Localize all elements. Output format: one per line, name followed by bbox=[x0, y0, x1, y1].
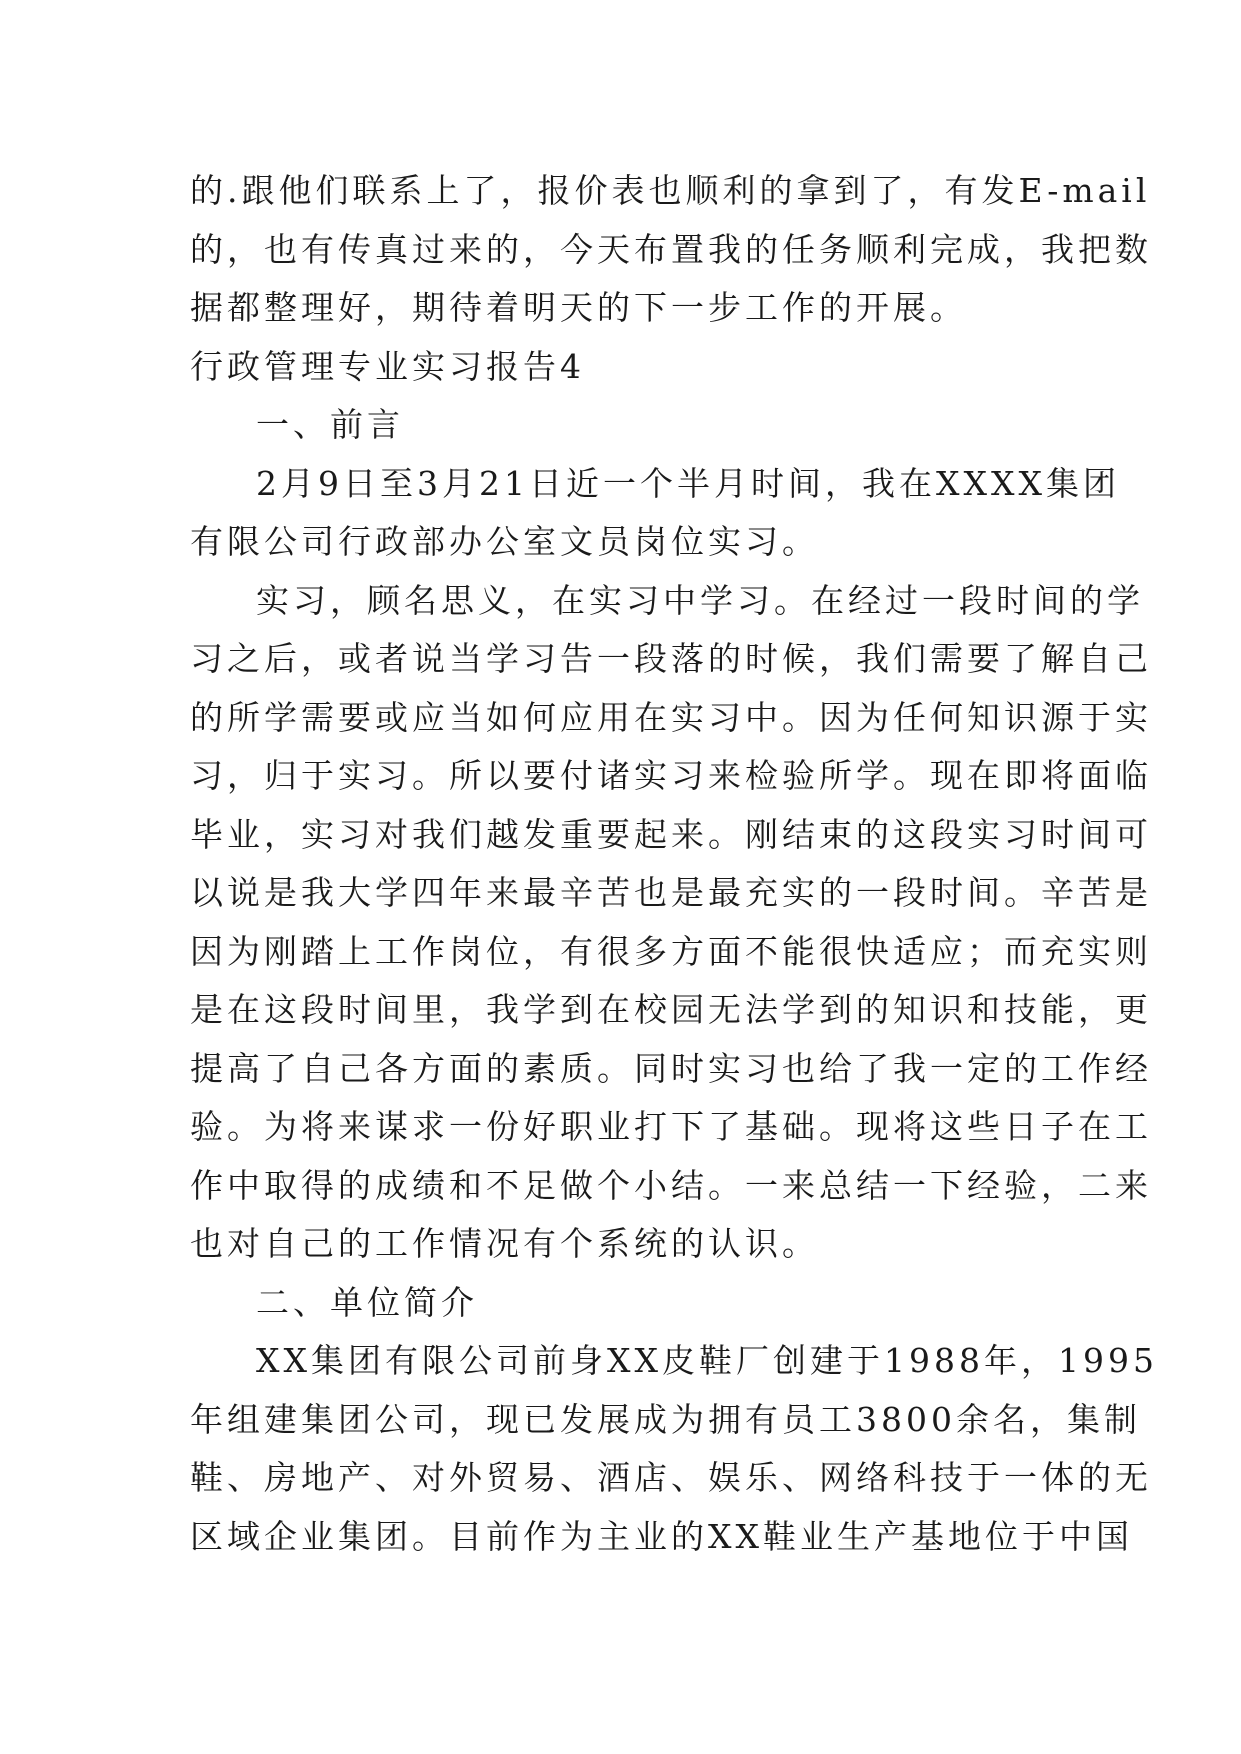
text-line: 鞋、房地产、对外贸易、酒店、娱乐、网络科技于一体的无 bbox=[190, 1458, 1152, 1497]
text-line: XX集团有限公司前身XX皮鞋厂创建于1988年，1995 bbox=[256, 1341, 1158, 1380]
text-line: 二、单位简介 bbox=[256, 1282, 478, 1322]
text-line: 实习，顾名思义，在实习中学习。在经过一段时间的学 bbox=[256, 580, 1144, 620]
text-line: 行政管理专业实习报告4 bbox=[190, 346, 585, 386]
text-line: 的所学需要或应当如何应用在实习中。因为任何知识源于实 bbox=[190, 697, 1152, 737]
text-line: 年组建集团公司，现已发展成为拥有员工3800余名，集制 bbox=[190, 1399, 1141, 1439]
text-line: 一、前言 bbox=[256, 405, 404, 444]
text-line: 据都整理好，期待着明天的下一步工作的开展。 bbox=[190, 288, 967, 327]
text-line: 毕业，实习对我们越发重要起来。刚结束的这段实习时间可 bbox=[190, 814, 1152, 854]
text-line: 以说是我大学四年来最辛苦也是最充实的一段时间。辛苦是 bbox=[190, 873, 1152, 912]
text-line: 2月9日至3月21日近一个半月时间，我在XXXX集团 bbox=[256, 463, 1120, 503]
text-line: 也对自己的工作情况有个系统的认识。 bbox=[190, 1224, 819, 1263]
text-line: 因为刚踏上工作岗位，有很多方面不能很快适应；而充实则 bbox=[190, 931, 1152, 971]
text-line: 是在这段时间里，我学到在校园无法学到的知识和技能，更 bbox=[190, 990, 1152, 1029]
text-line: 习之后，或者说当学习告一段落的时候，我们需要了解自己 bbox=[190, 639, 1152, 678]
text-line: 验。为将来谋求一份好职业打下了基础。现将这些日子在工 bbox=[190, 1107, 1152, 1146]
text-line: 习，归于实习。所以要付诸实习来检验所学。现在即将面临 bbox=[190, 756, 1152, 795]
text-line: 作中取得的成绩和不足做个小结。一来总结一下经验，二来 bbox=[190, 1165, 1152, 1205]
text-line: 区域企业集团。目前作为主业的XX鞋业生产基地位于中国 bbox=[190, 1516, 1133, 1556]
text-line: 有限公司行政部办公室文员岗位实习。 bbox=[190, 522, 819, 561]
text-line: 的，也有传真过来的，今天布置我的任务顺利完成，我把数 bbox=[190, 229, 1152, 269]
text-line: 的.跟他们联系上了，报价表也顺利的拿到了，有发E-mail bbox=[190, 171, 1151, 210]
text-line: 提高了自己各方面的素质。同时实习也给了我一定的工作经 bbox=[190, 1048, 1152, 1088]
document-body bbox=[190, 162, 1158, 1566]
